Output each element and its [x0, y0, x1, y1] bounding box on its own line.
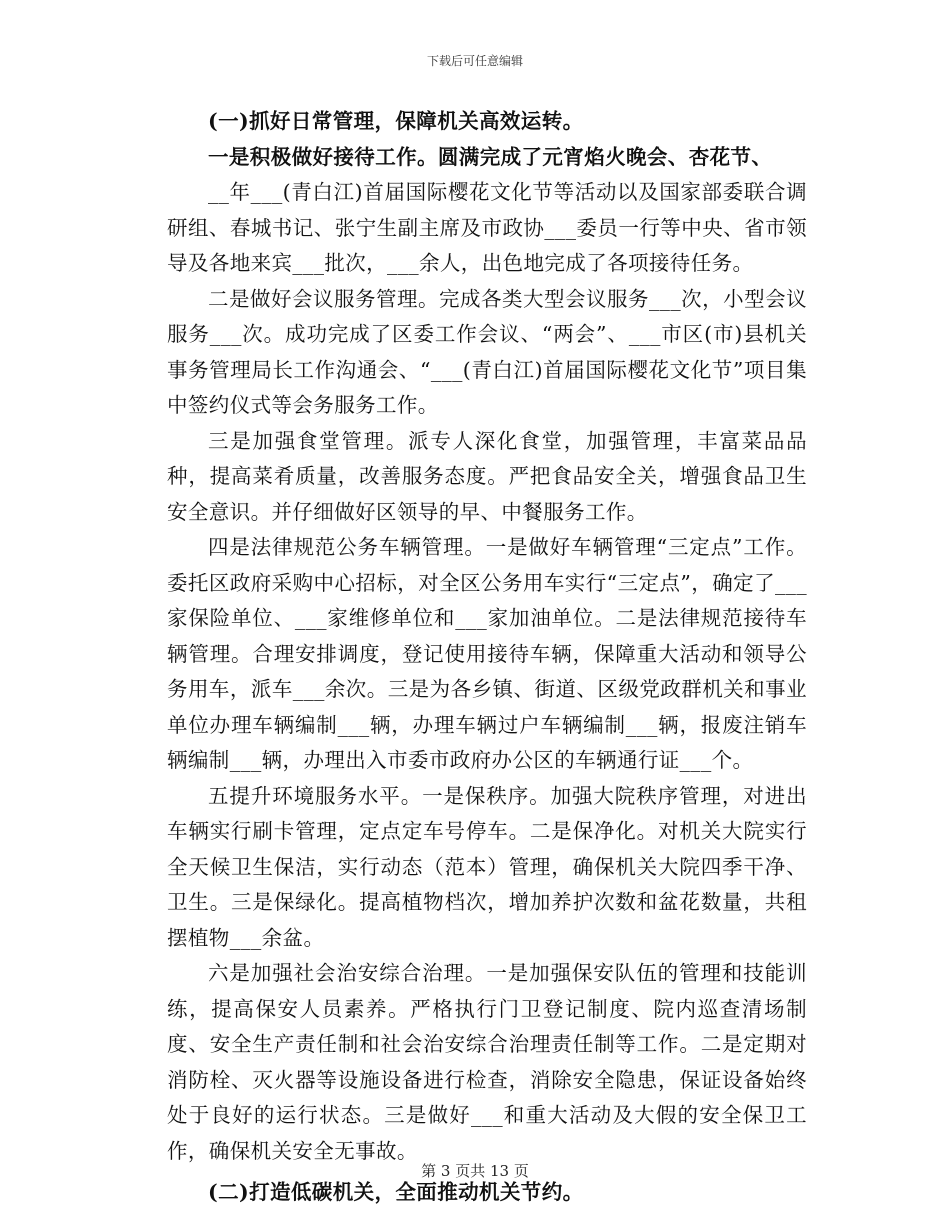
page-footer: 第 3 页共 13 页: [421, 1162, 529, 1180]
paragraph-meetings: 二是做好会议服务管理。完成各类大型会议服务___次，小型会议服务___次。成功完成了区委工作会议、“两会”、___市区(市)县机关事务管理局长工作沟通会、“___(青白江)首届国际樱花文化节”项目集中签约仪式等会务服务工作。: [167, 286, 807, 417]
section-heading-2: (二)打造低碳机关，全面推动机关节约。: [208, 1180, 584, 1204]
paragraph-environment: 五提升环境服务水平。一是保秩序。加强大院秩序管理，对进出车辆实行刷卡管理，定点定车号停车。二是保净化。对机关大院实行全天候卫生保洁，实行动态（范本）管理，确保机关大院四季干净、卫生。三是保绿化。提高植物档次，增加养护次数和盆花数量，共租摆植物___余盆。: [167, 783, 807, 950]
page-header: 下载后可任意编辑: [426, 54, 523, 68]
paragraph-reception: __年___(青白江)首届国际樱花文化节等活动以及国家部委联合调研组、春城书记、张宁生副主席及市政协___委员一行等中央、省市领导及各地来宾___批次，___余人，出色地完成了各项接待任务。: [167, 180, 807, 275]
document-body: [167, 104, 807, 1211]
paragraph-reception-lead: 一是积极做好接待工作。圆满完成了元宵焰火晚会、杏花节、: [208, 144, 773, 169]
paragraph-canteen: 三是加强食堂管理。派专人深化食堂，加强管理，丰富菜品品种，提高菜肴质量，改善服务态度。严把食品安全关，增强食品卫生安全意识。并仔细做好区领导的早、中餐服务工作。: [167, 428, 807, 524]
section-heading-1: (一)抓好日常管理，保障机关高效运转。: [208, 109, 584, 133]
paragraph-security: 六是加强社会治安综合治理。一是加强保安队伍的管理和技能训练，提高保安人员素养。严格执行门卫登记制度、院内巡查清场制度、安全生产责任制和社会治安综合治理责任制等工作。二是定期对消防栓、灭火器等设施设备进行检查，消除安全隐患，保证设备始终处于良好的运行状态。三是做好___和重大活动及大假的安全保卫工作，确保机关安全无事故。: [167, 961, 807, 1163]
paragraph-vehicles: 四是法律规范公务车辆管理。一是做好车辆管理“三定点”工作。委托区政府采购中心招标，对全区公务用车实行“三定点”，确定了___家保险单位、___家维修单位和___家加油单位。二是法律规范接待车辆管理。合理安排调度，登记使用接待车辆，保障重大活动和领导公务用车，派车___余次。三是为各乡镇、街道、区级党政群机关和事业单位办理车辆编制___辆，办理车辆过户车辆编制___辆，报废注销车辆编制___辆，办理出入市委市政府办公区的车辆通行证___个。: [167, 535, 807, 772]
